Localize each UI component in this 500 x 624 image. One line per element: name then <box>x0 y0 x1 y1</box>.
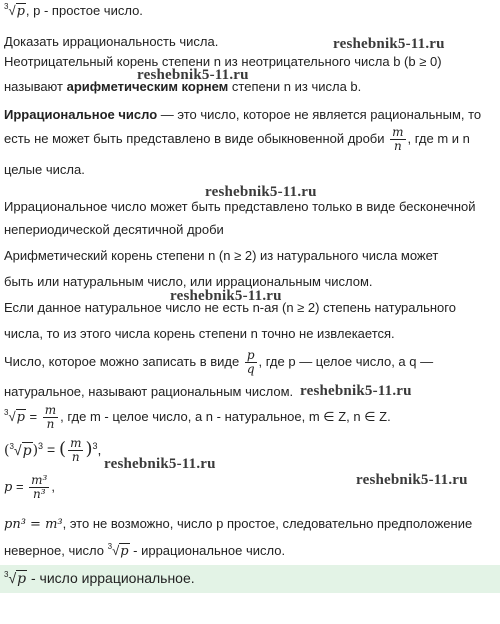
watermark: reshebnik5-11.ru <box>300 383 412 399</box>
bold-term: арифметическим корнем <box>66 79 229 94</box>
paragraph-line: Число, которое можно записать в виде $\frac{p}{q}$ , где p — целое число, а q — <box>4 348 434 376</box>
equation-line: $^3$√p = $\frac{m}{n}$ , где m - целое число, а n - натуральное, m ∈ Z, n ∈ Z. <box>4 403 391 431</box>
watermark: reshebnik5-11.ru <box>356 472 468 488</box>
paragraph-line: быть или натуральным число, или иррациональным числом. <box>4 274 373 289</box>
paragraph-line: натуральное, называют рациональным числом. <box>4 384 294 399</box>
definition-line: есть не может быть представлено в виде обыкновенной дроби $\frac{m}{n}$ , где m и n <box>4 125 470 153</box>
paragraph-line: Если данное натуральное число не есть n-ая (n ≥ 2) степень натурального <box>4 300 456 315</box>
paragraph-line: числа, то из этого числа корень степени n точно не извлекается. <box>4 326 395 341</box>
fraction-p-q: $\frac{p}{q}$ <box>246 348 255 376</box>
conclusion-line: pn³ = m³, это не возможно, число p простое, следовательно предположение <box>4 516 473 532</box>
conclusion-line: неверное, число $^3$√p - иррациональное число. <box>4 542 286 559</box>
watermark: reshebnik5-11.ru <box>333 36 445 52</box>
definition-line: целые числа. <box>4 162 85 177</box>
cube-root-p: $^3$√p <box>4 2 25 19</box>
task-title: Доказать иррациональность числа. <box>4 34 219 49</box>
definition-line: Иррациональное число — это число, которое не является рациональным, то <box>4 107 482 122</box>
watermark: reshebnik5-11.ru <box>205 184 317 200</box>
paragraph-line: непериодической десятичной дроби <box>4 222 224 237</box>
watermark: reshebnik5-11.ru <box>104 456 216 472</box>
bold-term: Иррациональное число <box>4 107 158 122</box>
watermark: reshebnik5-11.ru <box>137 67 249 83</box>
equation-line: $(^3√p)^3$ = ( $\frac{m}{n}$ )$^3$, <box>4 436 102 465</box>
definition-line: называют арифметическим корнем степени n из числа b. <box>4 79 362 94</box>
paragraph-line: Иррациональное число может быть представлено только в виде бесконечной <box>4 199 476 214</box>
task-statement: $^3$√p, p - простое число. <box>4 2 143 22</box>
paragraph-line: Арифметический корень степени n (n ≥ 2) из натурального числа может <box>4 248 439 263</box>
equation-line: p = $\frac{\text{m³}}{\text{n³}}$ , <box>4 473 55 501</box>
watermark: reshebnik5-11.ru <box>170 288 282 304</box>
answer-text: $^3$√p - число иррациональное. <box>4 570 195 587</box>
definition-line: Неотрицательный корень степени n из неотрицательного числа b (b ≥ 0) <box>4 54 442 69</box>
fraction-m-n: $\frac{m}{n}$ <box>392 125 404 153</box>
